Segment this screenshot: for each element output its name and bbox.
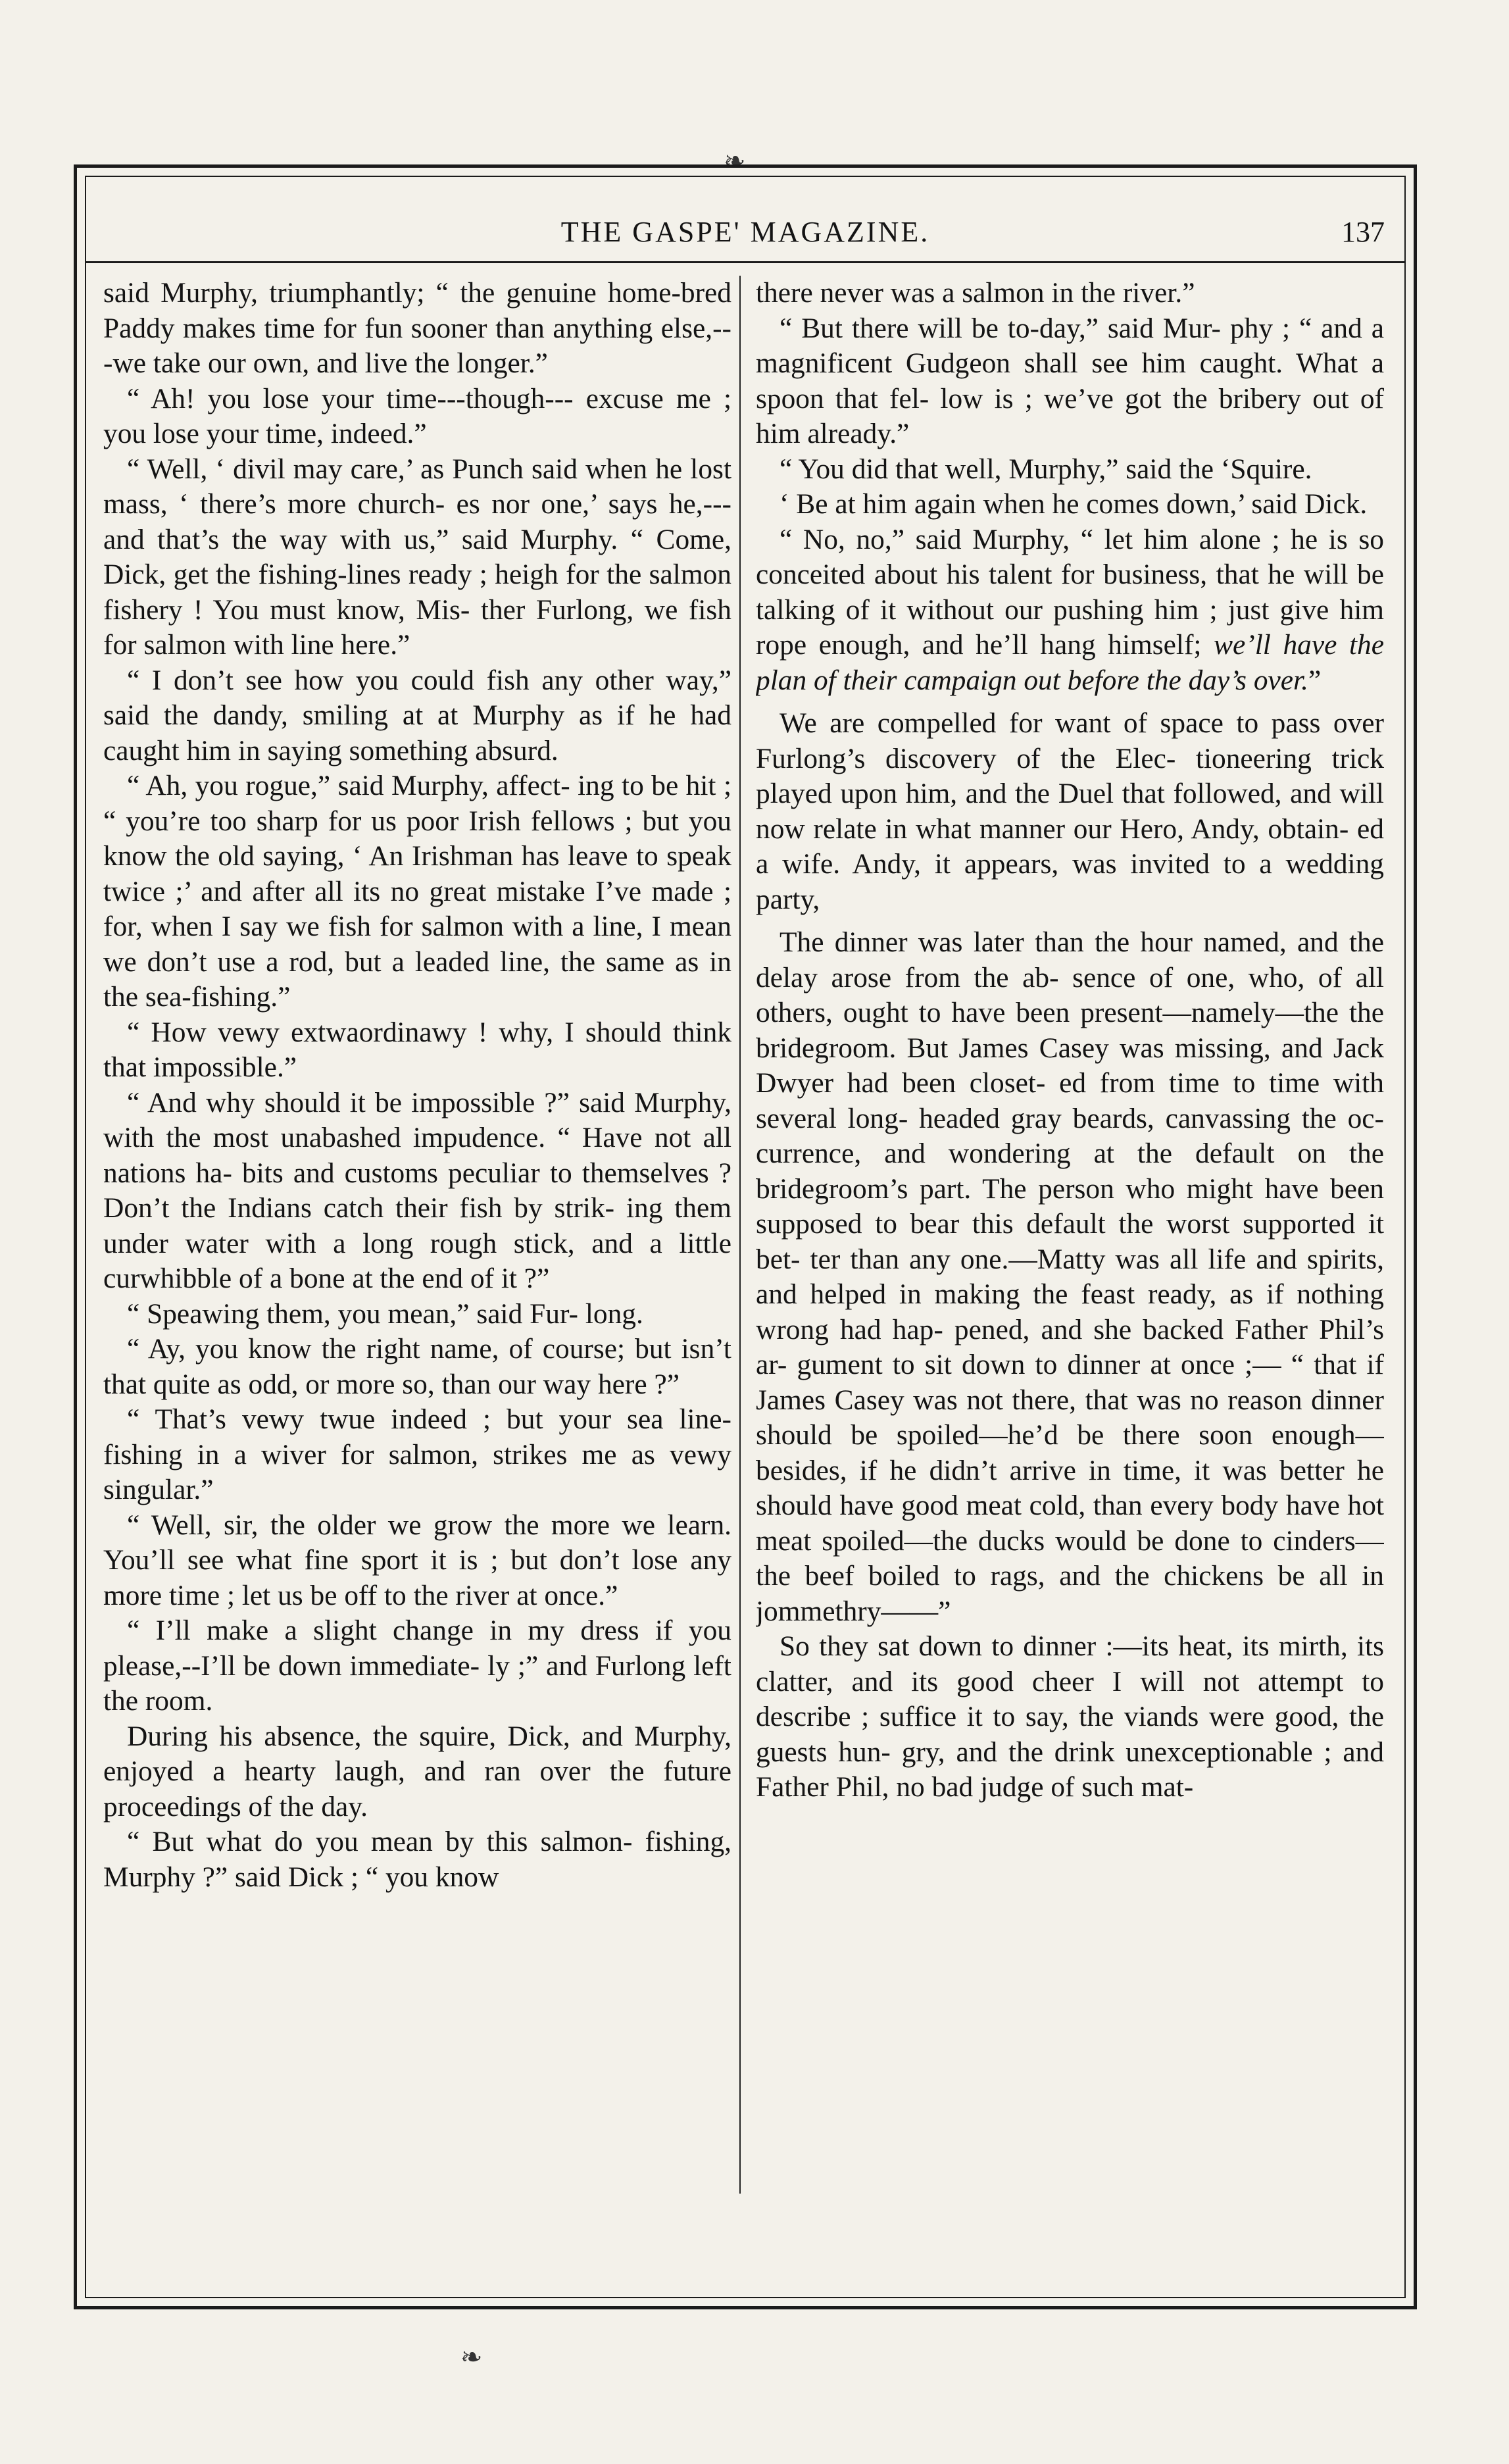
italic-quote: we’ll have the plan of their campaign out before the day’s over. (756, 629, 1384, 696)
left-paragraph: “ And why should it be impossible ?” said Murphy, with the most unabashed impudence. “ Have not all nations ha- bits and customs peculiar to themselves ? Don’t the Indians catch their fish by strik- ing them under water with a long rough stick, and a little curwhibble of a bone at the end of it ?” (103, 1086, 731, 1294)
page-frame-inner (85, 176, 1406, 2298)
page-frame (74, 164, 1417, 2309)
right-paragraph-italic-close (756, 522, 1384, 699)
printer-mark-icon: ❧ (460, 2342, 483, 2373)
right-paragraph: We are compelled for want of space to pass over Furlong’s discovery of the Elec- tioneering trick played upon him, and the Duel that followed, and will now relate in what manner our Hero, Andy, obtain- ed a wife. Andy, it appears, was invited to a wedding party, (756, 707, 1384, 915)
running-title: THE GASPE' MAGAZINE. (560, 216, 930, 248)
left-paragraph: “ Ah, you rogue,” said Murphy, affect- ing to be hit ; “ you’re too sharp for us poor Irish fellows ; but you know the old saying, ‘ An Irishman has leave to speak twice ;’ and after all its no great mistake I’ve made ; for, when I say we fish for salmon with a line, I mean we don’t use a rod, but a leaded line, the same as in the sea-fishing.” (103, 770, 731, 1013)
right-column (756, 276, 1384, 2194)
left-paragraph: “ Well, sir, the older we grow the more we learn. You’ll see what fine sport it is ; but don’t lose any more time ; let us be off to the river at once.” (103, 1509, 731, 1611)
left-paragraph: “ Speawing them, you mean,” said Fur- long. (127, 1297, 643, 1330)
left-paragraph: said Murphy, triumphantly; “ the genuine home-bred Paddy makes time for fun sooner than anything else,---we take our own, and live the longer.” (103, 277, 731, 379)
left-paragraph: “ How vewy extwaordinawy ! why, I should think that impossible.” (103, 1016, 731, 1083)
right-paragraph: “ You did that well, Murphy,” said the ‘Squire. (779, 453, 1312, 485)
running-header (86, 177, 1404, 263)
right-paragraph: ‘ Be at him again when he comes down,’ said Dick. (779, 488, 1368, 520)
closing-quote: ” (1308, 664, 1322, 696)
left-paragraph: During his absence, the squire, Dick, and Murphy, enjoyed a hearty laugh, and ran over the future proceedings of the day. (103, 1720, 731, 1823)
right-paragraph: “ But there will be to-day,” said Mur- phy ; “ and a magnificent Gudgeon shall see him caught. What a spoon that fel- low is ; we’ve got the bribery out of him already.” (756, 312, 1384, 449)
left-paragraph: “ I don’t see how you could fish any other way,” said the dandy, smiling at at Murphy as if he had caught him in saying something absurd. (103, 664, 731, 767)
right-paragraph: So they sat down to dinner :—its heat, its mirth, its clatter, and its good cheer I will not attempt to describe ; suffice it to say, the viands were good, the guests hun- gry, and the drink unexceptionable ; and Father Phil, no bad judge of such mat- (756, 1630, 1384, 1803)
left-paragraph: “ I’ll make a slight change in my dress if you please,--I’ll be down immediate- ly ;” and Furlong left the room. (103, 1615, 731, 1717)
left-paragraph: “ Ay, you know the right name, of course; but isn’t that quite as odd, or more so, than our way here ?” (103, 1333, 731, 1400)
right-paragraph: The dinner was later than the hour named, and the delay arose from the ab- sence of one, who, of all others, ought to have been present—namely—the the bridegroom. But James Casey was missing, and Jack Dwyer had been closet- ed from time to time with several long- headed gray beards, canvassing the oc- currence, and wondering at the default on the bridegroom’s part. The person who might have been supposed to bear this default the worst supported it bet- ter than any one.—Matty was all life and spirits, and helped in making the feast ready, as if nothing wrong had hap- pened, and she backed Father Phil’s ar- gument to sit down to dinner at once ;— “ that if James Casey was not there, that was no reason dinner should be spoiled—he’d be there soon enough— besides, if he didn’t arrive in time, it was better he should have good meat cold, than every body have hot meat spoiled—the ducks would be done to cinders—the beef boiled to rags, and the chickens be all in jommethry——” (756, 926, 1384, 1627)
page-number: 137 (1341, 216, 1385, 248)
printer-mark-icon: ❧ (724, 146, 746, 176)
left-column (103, 276, 731, 2194)
left-paragraph: “ That’s vewy twue indeed ; but your sea line-fishing in a wiver for salmon, strikes me as vewy singular.” (103, 1403, 731, 1505)
left-paragraph: “ Ah! you lose your time---though--- excuse me ; you lose your time, indeed.” (103, 382, 731, 449)
right-paragraph: there never was a salmon in the river.” (756, 277, 1195, 309)
column-divider (739, 276, 741, 2194)
left-paragraph: “ Well, ‘ divil may care,’ as Punch said when he lost mass, ‘ there’s more church- es nor one,’ says he,---and that’s the way with us,” said Murphy. “ Come, Dick, get the fishing-lines ready ; heigh for the salmon fishery ! You must know, Mis- ther Furlong, we fish for salmon with line here.” (103, 453, 731, 661)
left-paragraph: “ But what do you mean by this salmon- fishing, Murphy ?” said Dick ; “ you know (103, 1826, 731, 1893)
quote-text: “ No, no,” said Murphy, “ let him alone ; he is so conceited about his talent for business, that he will be talking of it without our pushing him ; just give him rope enough, and he’ll hang himself; (756, 523, 1384, 661)
